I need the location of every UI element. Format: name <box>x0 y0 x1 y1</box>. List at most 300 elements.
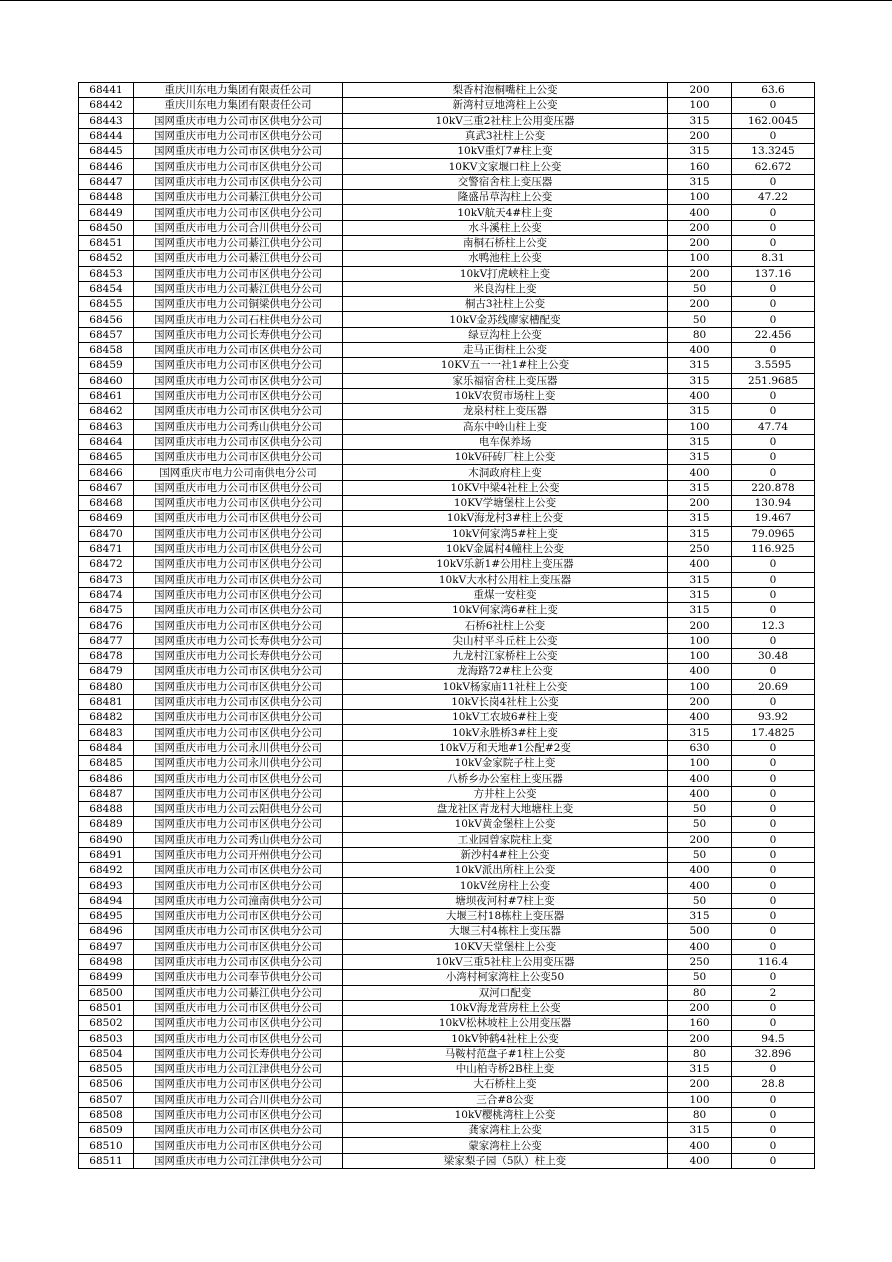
cell-capacity: 315 <box>668 725 732 740</box>
cell-capacity: 100 <box>668 1092 732 1107</box>
cell-transformer-name: 方井柱上公变 <box>343 786 668 801</box>
table-row <box>79 893 815 908</box>
cell-company: 国网重庆市电力公司市区供电分公司 <box>134 1138 343 1153</box>
cell-capacity: 200 <box>668 128 732 143</box>
cell-transformer-name: 10kV杨家庙11社柱上公变 <box>343 679 668 694</box>
cell-transformer-name: 工业园曾家院柱上变 <box>343 832 668 847</box>
cell-id: 68511 <box>79 1153 134 1168</box>
cell-value: 0 <box>732 465 815 480</box>
cell-capacity: 315 <box>668 434 732 449</box>
cell-transformer-name: 10kV大水村公用柱上变压器 <box>343 572 668 587</box>
cell-value: 0 <box>732 388 815 403</box>
cell-transformer-name: 10kV万和天地#1公配#2变 <box>343 740 668 755</box>
cell-value: 116.925 <box>732 541 815 556</box>
cell-capacity: 160 <box>668 1016 732 1031</box>
cell-company: 国网重庆市电力公司长寿供电分公司 <box>134 327 343 342</box>
cell-value: 3.5595 <box>732 358 815 373</box>
cell-id: 68441 <box>79 83 134 98</box>
cell-capacity: 315 <box>668 572 732 587</box>
cell-value: 47.74 <box>732 419 815 434</box>
cell-company: 国网重庆市电力公司市区供电分公司 <box>134 174 343 189</box>
cell-transformer-name: 10kV三重2社柱上公用变压器 <box>343 113 668 128</box>
cell-company: 国网重庆市电力公司永川供电分公司 <box>134 756 343 771</box>
cell-value: 0 <box>732 664 815 679</box>
table-row <box>79 190 815 205</box>
cell-company: 国网重庆市电力公司市区供电分公司 <box>134 128 343 143</box>
cell-company: 国网重庆市电力公司市区供电分公司 <box>134 496 343 511</box>
cell-capacity: 100 <box>668 419 732 434</box>
table-row <box>79 786 815 801</box>
cell-company: 国网重庆市电力公司市区供电分公司 <box>134 863 343 878</box>
cell-company: 国网重庆市电力公司市区供电分公司 <box>134 266 343 281</box>
cell-company: 国网重庆市电力公司市区供电分公司 <box>134 664 343 679</box>
cell-value: 0 <box>732 970 815 985</box>
cell-value: 0 <box>732 801 815 816</box>
cell-capacity: 315 <box>668 373 732 388</box>
cell-company: 国网重庆市电力公司市区供电分公司 <box>134 771 343 786</box>
table-row <box>79 297 815 312</box>
cell-capacity: 50 <box>668 970 732 985</box>
cell-capacity: 200 <box>668 832 732 847</box>
cell-value: 0 <box>732 1107 815 1122</box>
cell-value: 0 <box>732 909 815 924</box>
cell-id: 68455 <box>79 297 134 312</box>
cell-company: 国网重庆市电力公司江津供电分公司 <box>134 1062 343 1077</box>
cell-value: 0 <box>732 404 815 419</box>
cell-id: 68506 <box>79 1077 134 1092</box>
cell-capacity: 200 <box>668 1000 732 1015</box>
cell-capacity: 400 <box>668 343 732 358</box>
cell-company: 国网重庆市电力公司市区供电分公司 <box>134 725 343 740</box>
cell-capacity: 400 <box>668 939 732 954</box>
cell-value: 32.896 <box>732 1046 815 1061</box>
cell-id: 68493 <box>79 878 134 893</box>
cell-company: 国网重庆市电力公司江津供电分公司 <box>134 1153 343 1168</box>
cell-capacity: 400 <box>668 1153 732 1168</box>
cell-capacity: 400 <box>668 1138 732 1153</box>
cell-value: 0 <box>732 98 815 113</box>
cell-value: 0 <box>732 756 815 771</box>
table-row <box>79 235 815 250</box>
cell-company: 国网重庆市电力公司市区供电分公司 <box>134 924 343 939</box>
cell-value: 0 <box>732 1138 815 1153</box>
cell-company: 国网重庆市电力公司綦江供电分公司 <box>134 251 343 266</box>
table-row <box>79 159 815 174</box>
cell-id: 68471 <box>79 541 134 556</box>
cell-capacity: 200 <box>668 235 732 250</box>
table-row <box>79 343 815 358</box>
table-row <box>79 220 815 235</box>
cell-transformer-name: 真武3社柱上公变 <box>343 128 668 143</box>
cell-company: 国网重庆市电力公司市区供电分公司 <box>134 786 343 801</box>
cell-value: 0 <box>732 817 815 832</box>
cell-id: 68492 <box>79 863 134 878</box>
cell-value: 28.8 <box>732 1077 815 1092</box>
table-row <box>79 113 815 128</box>
table-row <box>79 480 815 495</box>
table-row <box>79 1016 815 1031</box>
table-row <box>79 633 815 648</box>
cell-value: 220.878 <box>732 480 815 495</box>
cell-value: 0 <box>732 1000 815 1015</box>
cell-company: 国网重庆市电力公司市区供电分公司 <box>134 694 343 709</box>
table-row <box>79 1138 815 1153</box>
cell-capacity: 100 <box>668 633 732 648</box>
cell-value: 0 <box>732 572 815 587</box>
cell-company: 国网重庆市电力公司云阳供电分公司 <box>134 801 343 816</box>
cell-value: 79.0965 <box>732 526 815 541</box>
table-row <box>79 388 815 403</box>
cell-id: 68497 <box>79 939 134 954</box>
cell-company: 国网重庆市电力公司市区供电分公司 <box>134 434 343 449</box>
cell-transformer-name: 10kV何家湾6#柱上变 <box>343 603 668 618</box>
cell-value: 0 <box>732 557 815 572</box>
cell-transformer-name: 10kV工农坡6#柱上变 <box>343 710 668 725</box>
table-row <box>79 419 815 434</box>
cell-capacity: 400 <box>668 878 732 893</box>
cell-capacity: 400 <box>668 863 732 878</box>
cell-value: 0 <box>732 281 815 296</box>
cell-value: 0 <box>732 832 815 847</box>
cell-capacity: 400 <box>668 205 732 220</box>
cell-capacity: 200 <box>668 266 732 281</box>
table-row <box>79 557 815 572</box>
table-row <box>79 373 815 388</box>
page-top-rule <box>0 0 892 1</box>
cell-company: 国网重庆市电力公司市区供电分公司 <box>134 878 343 893</box>
cell-value: 12.3 <box>732 618 815 633</box>
cell-company: 国网重庆市电力公司市区供电分公司 <box>134 373 343 388</box>
cell-id: 68501 <box>79 1000 134 1015</box>
cell-company: 国网重庆市电力公司南供电分公司 <box>134 465 343 480</box>
cell-capacity: 315 <box>668 113 732 128</box>
cell-company: 国网重庆市电力公司市区供电分公司 <box>134 1000 343 1015</box>
cell-company: 国网重庆市电力公司秀山供电分公司 <box>134 419 343 434</box>
cell-company: 国网重庆市电力公司铜梁供电分公司 <box>134 297 343 312</box>
cell-id: 68486 <box>79 771 134 786</box>
table-row <box>79 679 815 694</box>
cell-id: 68454 <box>79 281 134 296</box>
cell-value: 0 <box>732 312 815 327</box>
table-row <box>79 618 815 633</box>
cell-value: 0 <box>732 587 815 602</box>
cell-transformer-name: 10kV金家院子柱上变 <box>343 756 668 771</box>
cell-value: 251.9685 <box>732 373 815 388</box>
table-row <box>79 1153 815 1168</box>
cell-transformer-name: 三合#8公变 <box>343 1092 668 1107</box>
cell-id: 68479 <box>79 664 134 679</box>
cell-id: 68508 <box>79 1107 134 1122</box>
table-row <box>79 281 815 296</box>
cell-id: 68487 <box>79 786 134 801</box>
cell-company: 国网重庆市电力公司市区供电分公司 <box>134 159 343 174</box>
cell-company: 国网重庆市电力公司市区供电分公司 <box>134 939 343 954</box>
cell-capacity: 400 <box>668 388 732 403</box>
cell-capacity: 200 <box>668 694 732 709</box>
cell-capacity: 100 <box>668 190 732 205</box>
cell-transformer-name: 10KV学塘堡柱上公变 <box>343 496 668 511</box>
cell-transformer-name: 大石桥柱上变 <box>343 1077 668 1092</box>
table-row <box>79 572 815 587</box>
cell-value: 20.69 <box>732 679 815 694</box>
cell-id: 68481 <box>79 694 134 709</box>
cell-transformer-name: 10kV打虎峡柱上变 <box>343 266 668 281</box>
cell-id: 68499 <box>79 970 134 985</box>
cell-id: 68444 <box>79 128 134 143</box>
cell-company: 国网重庆市电力公司永川供电分公司 <box>134 740 343 755</box>
cell-id: 68463 <box>79 419 134 434</box>
cell-transformer-name: 新湾村豆地湾柱上公变 <box>343 98 668 113</box>
cell-id: 68470 <box>79 526 134 541</box>
cell-id: 68491 <box>79 847 134 862</box>
cell-value: 30.48 <box>732 648 815 663</box>
cell-capacity: 200 <box>668 1031 732 1046</box>
table-row <box>79 939 815 954</box>
cell-capacity: 100 <box>668 648 732 663</box>
cell-value: 0 <box>732 174 815 189</box>
cell-value: 137.16 <box>732 266 815 281</box>
cell-company: 国网重庆市电力公司市区供电分公司 <box>134 557 343 572</box>
cell-transformer-name: 木洞政府柱上变 <box>343 465 668 480</box>
cell-id: 68480 <box>79 679 134 694</box>
cell-transformer-name: 双河口配变 <box>343 985 668 1000</box>
table-row <box>79 404 815 419</box>
cell-value: 116.4 <box>732 954 815 969</box>
cell-id: 68489 <box>79 817 134 832</box>
table-row <box>79 954 815 969</box>
cell-capacity: 100 <box>668 756 732 771</box>
cell-transformer-name: 桐古3社柱上公变 <box>343 297 668 312</box>
cell-value: 0 <box>732 450 815 465</box>
cell-company: 国网重庆市电力公司市区供电分公司 <box>134 404 343 419</box>
cell-capacity: 315 <box>668 144 732 159</box>
table-row <box>79 358 815 373</box>
cell-transformer-name: 10kV三重5社柱上公用变压器 <box>343 954 668 969</box>
cell-transformer-name: 八桥乡办公室柱上变压器 <box>343 771 668 786</box>
cell-value: 0 <box>732 1016 815 1031</box>
table-row <box>79 526 815 541</box>
cell-value: 0 <box>732 1123 815 1138</box>
cell-value: 0 <box>732 603 815 618</box>
cell-id: 68475 <box>79 603 134 618</box>
cell-value: 93.92 <box>732 710 815 725</box>
cell-capacity: 50 <box>668 893 732 908</box>
cell-id: 68495 <box>79 909 134 924</box>
cell-capacity: 400 <box>668 557 732 572</box>
table-row <box>79 771 815 786</box>
transformer-table <box>78 82 815 1169</box>
cell-capacity: 315 <box>668 1123 732 1138</box>
cell-transformer-name: 尖山村平斗丘柱上公变 <box>343 633 668 648</box>
cell-capacity: 250 <box>668 954 732 969</box>
cell-id: 68507 <box>79 1092 134 1107</box>
cell-transformer-name: 10kV丝房柱上公变 <box>343 878 668 893</box>
cell-company: 国网重庆市电力公司市区供电分公司 <box>134 1107 343 1122</box>
cell-id: 68478 <box>79 648 134 663</box>
cell-id: 68457 <box>79 327 134 342</box>
cell-id: 68450 <box>79 220 134 235</box>
cell-company: 国网重庆市电力公司市区供电分公司 <box>134 205 343 220</box>
cell-capacity: 200 <box>668 220 732 235</box>
cell-capacity: 100 <box>668 98 732 113</box>
cell-capacity: 100 <box>668 679 732 694</box>
cell-capacity: 400 <box>668 786 732 801</box>
cell-company: 国网重庆市电力公司綦江供电分公司 <box>134 235 343 250</box>
cell-id: 68488 <box>79 801 134 816</box>
table-row <box>79 985 815 1000</box>
cell-id: 68456 <box>79 312 134 327</box>
cell-transformer-name: 梨香村泡桐嘴柱上公变 <box>343 83 668 98</box>
cell-company: 国网重庆市电力公司潼南供电分公司 <box>134 893 343 908</box>
cell-company: 国网重庆市电力公司合川供电分公司 <box>134 220 343 235</box>
table-row <box>79 587 815 602</box>
cell-value: 162.0045 <box>732 113 815 128</box>
table-row <box>79 83 815 98</box>
cell-company: 国网重庆市电力公司市区供电分公司 <box>134 909 343 924</box>
cell-value: 63.6 <box>732 83 815 98</box>
cell-capacity: 50 <box>668 847 732 862</box>
table-row <box>79 756 815 771</box>
cell-transformer-name: 塘坝夜河村#7柱上变 <box>343 893 668 908</box>
cell-transformer-name: 10kV长岗4社柱上公变 <box>343 694 668 709</box>
cell-company: 国网重庆市电力公司市区供电分公司 <box>134 1016 343 1031</box>
cell-id: 68500 <box>79 985 134 1000</box>
cell-capacity: 315 <box>668 1062 732 1077</box>
cell-id: 68482 <box>79 710 134 725</box>
cell-transformer-name: 10kV重灯7#柱上变 <box>343 144 668 159</box>
cell-transformer-name: 绿豆沟柱上公变 <box>343 327 668 342</box>
cell-company: 国网重庆市电力公司石柱供电分公司 <box>134 312 343 327</box>
table-row <box>79 1062 815 1077</box>
table-row <box>79 970 815 985</box>
table-row <box>79 924 815 939</box>
cell-transformer-name: 10kV派出所柱上公变 <box>343 863 668 878</box>
cell-value: 0 <box>732 297 815 312</box>
cell-transformer-name: 梁家梨子园（5队）柱上变 <box>343 1153 668 1168</box>
cell-id: 68476 <box>79 618 134 633</box>
cell-transformer-name: 九龙村江家桥柱上公变 <box>343 648 668 663</box>
cell-capacity: 315 <box>668 526 732 541</box>
cell-id: 68494 <box>79 893 134 908</box>
cell-company: 国网重庆市电力公司市区供电分公司 <box>134 450 343 465</box>
cell-capacity: 80 <box>668 1107 732 1122</box>
table-row <box>79 740 815 755</box>
cell-company: 国网重庆市电力公司市区供电分公司 <box>134 144 343 159</box>
table-row <box>79 98 815 113</box>
cell-id: 68510 <box>79 1138 134 1153</box>
cell-company: 国网重庆市电力公司秀山供电分公司 <box>134 832 343 847</box>
cell-value: 0 <box>732 1153 815 1168</box>
table-row <box>79 847 815 862</box>
cell-transformer-name: 大堰三村4栋柱上变压器 <box>343 924 668 939</box>
cell-value: 17.4825 <box>732 725 815 740</box>
cell-company: 国网重庆市电力公司市区供电分公司 <box>134 1077 343 1092</box>
cell-transformer-name: 南桐石桥柱上公变 <box>343 235 668 250</box>
cell-value: 0 <box>732 1092 815 1107</box>
cell-capacity: 80 <box>668 1046 732 1061</box>
cell-capacity: 50 <box>668 801 732 816</box>
cell-capacity: 315 <box>668 587 732 602</box>
cell-company: 国网重庆市电力公司市区供电分公司 <box>134 603 343 618</box>
cell-company: 国网重庆市电力公司合川供电分公司 <box>134 1092 343 1107</box>
cell-capacity: 315 <box>668 450 732 465</box>
table-row <box>79 128 815 143</box>
cell-company: 国网重庆市电力公司市区供电分公司 <box>134 679 343 694</box>
table-row <box>79 725 815 740</box>
table-row <box>79 1107 815 1122</box>
table-body <box>79 83 815 1169</box>
cell-transformer-name: 10kV农贸市场柱上变 <box>343 388 668 403</box>
cell-transformer-name: 小湾村柯家湾柱上公变50 <box>343 970 668 985</box>
cell-transformer-name: 10KV文家堰口柱上公变 <box>343 159 668 174</box>
cell-transformer-name: 中山柏寺桥2B柱上变 <box>343 1062 668 1077</box>
cell-capacity: 400 <box>668 710 732 725</box>
cell-id: 68465 <box>79 450 134 465</box>
cell-capacity: 50 <box>668 817 732 832</box>
table-row <box>79 144 815 159</box>
cell-company: 国网重庆市电力公司长寿供电分公司 <box>134 1046 343 1061</box>
cell-id: 68472 <box>79 557 134 572</box>
cell-company: 国网重庆市电力公司开州供电分公司 <box>134 847 343 862</box>
cell-id: 68448 <box>79 190 134 205</box>
cell-capacity: 315 <box>668 511 732 526</box>
cell-transformer-name: 10kV钟鹤4社柱上公变 <box>343 1031 668 1046</box>
cell-capacity: 200 <box>668 83 732 98</box>
cell-value: 0 <box>732 220 815 235</box>
table-row <box>79 1046 815 1061</box>
table-row <box>79 266 815 281</box>
cell-capacity: 200 <box>668 1077 732 1092</box>
cell-id: 68509 <box>79 1123 134 1138</box>
cell-id: 68452 <box>79 251 134 266</box>
table-row <box>79 801 815 816</box>
cell-value: 22.456 <box>732 327 815 342</box>
cell-value: 0 <box>732 924 815 939</box>
cell-company: 国网重庆市电力公司市区供电分公司 <box>134 480 343 495</box>
cell-transformer-name: 盘龙社区青龙村大地塘柱上变 <box>343 801 668 816</box>
cell-value: 0 <box>732 786 815 801</box>
cell-transformer-name: 龚家湾柱上公变 <box>343 1123 668 1138</box>
cell-value: 0 <box>732 878 815 893</box>
cell-value: 0 <box>732 740 815 755</box>
cell-capacity: 315 <box>668 909 732 924</box>
cell-company: 国网重庆市电力公司市区供电分公司 <box>134 618 343 633</box>
cell-company: 国网重庆市电力公司市区供电分公司 <box>134 343 343 358</box>
table-row <box>79 541 815 556</box>
cell-transformer-name: 水斗溪柱上公变 <box>343 220 668 235</box>
cell-value: 13.3245 <box>732 144 815 159</box>
cell-id: 68485 <box>79 756 134 771</box>
cell-transformer-name: 10kV黄金堡柱上公变 <box>343 817 668 832</box>
table-row <box>79 465 815 480</box>
table-row <box>79 1031 815 1046</box>
cell-capacity: 200 <box>668 618 732 633</box>
table-row <box>79 694 815 709</box>
cell-transformer-name: 10kV海龙营房柱上公变 <box>343 1000 668 1015</box>
cell-value: 0 <box>732 434 815 449</box>
cell-id: 68483 <box>79 725 134 740</box>
table-row <box>79 832 815 847</box>
cell-company: 国网重庆市电力公司綦江供电分公司 <box>134 281 343 296</box>
table-row <box>79 648 815 663</box>
cell-value: 0 <box>732 128 815 143</box>
cell-id: 68466 <box>79 465 134 480</box>
cell-id: 68443 <box>79 113 134 128</box>
cell-company: 国网重庆市电力公司市区供电分公司 <box>134 113 343 128</box>
table-row <box>79 205 815 220</box>
cell-transformer-name: 10kV金苏线廖家槽配变 <box>343 312 668 327</box>
cell-id: 68498 <box>79 954 134 969</box>
